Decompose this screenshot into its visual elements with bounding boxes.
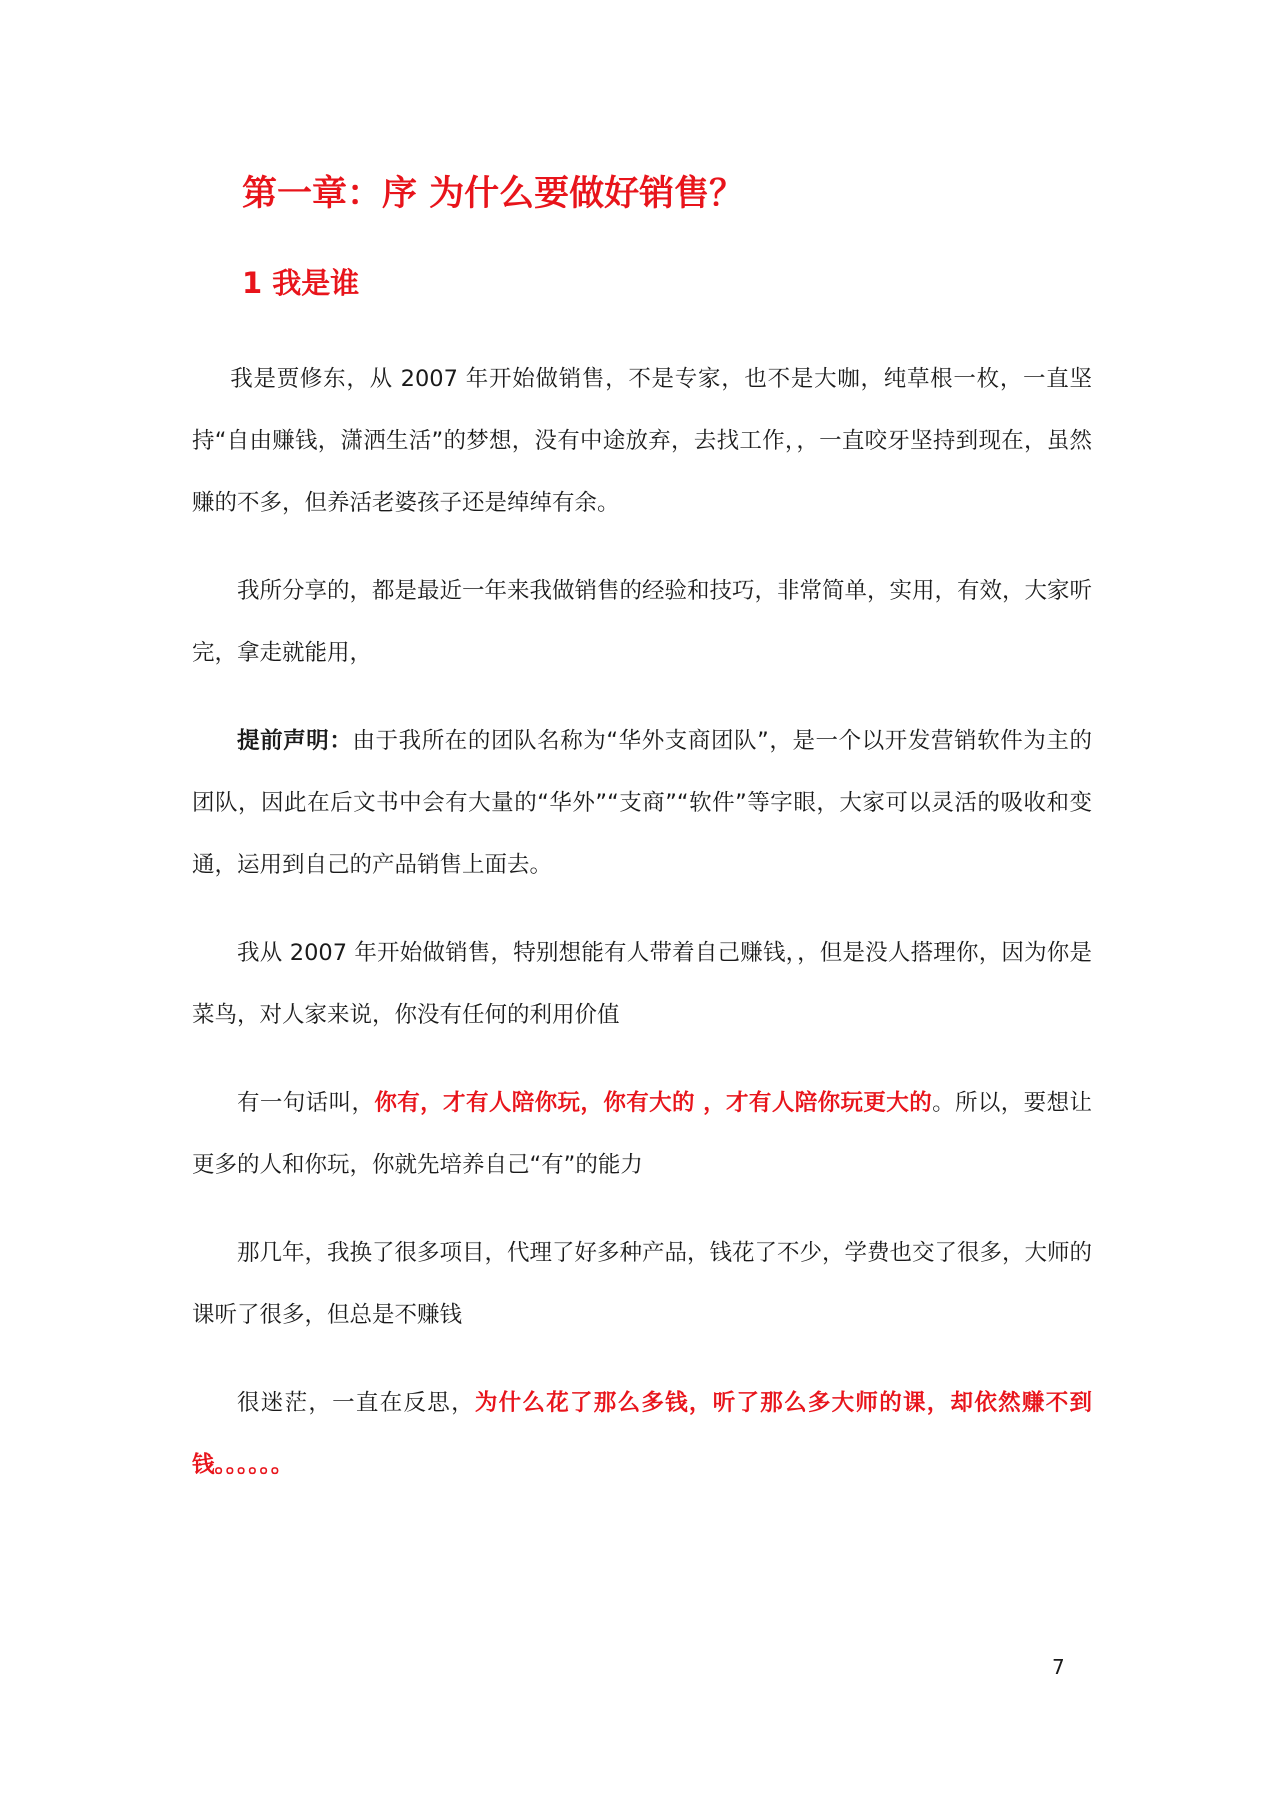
saying-highlight: 你有，才有人陪你玩，你有大的 ，才有人陪你玩更大的	[374, 1090, 933, 1116]
paragraph-intro: 我是贾修东，从 2007 年开始做销售，不是专家，也不是大咖，纯草根一枚，一直坚持“自由赚钱，潇洒生活”的梦想，没有中途放弃，去找工作，，一直咬牙坚持到现在，虽然赚的不多，但养活老婆孩子还是绰绰有余。	[192, 366, 1092, 516]
paragraph-declaration	[192, 710, 1092, 896]
declaration-label: 提前声明：	[237, 728, 353, 754]
paragraph-confused	[192, 1372, 1092, 1496]
paragraph-projects: 那几年，我换了很多项目，代理了好多种产品，钱花了不少，学费也交了很多，大师的课听了很多，但总是不赚钱	[192, 1240, 1093, 1328]
chapter-title: 第一章：序 为什么要做好销售？	[242, 174, 745, 214]
body-text	[192, 348, 1092, 1522]
saying-suffix: 。所以，要想让更多的人和你玩，你就先培养自己“有”的能力	[192, 1090, 1092, 1178]
confused-highlight: 为什么花了那么多钱，听了那么多大师的课，却依然赚不到钱。。。。。。	[192, 1390, 1092, 1478]
paragraph-sharing: 我所分享的，都是最近一年来我做销售的经验和技巧，非常简单，实用，有效，大家听完，拿走就能用，	[192, 578, 1093, 666]
saying-prefix: 有一句话叫，	[237, 1090, 375, 1116]
paragraph-2007: 我从 2007 年开始做销售，特别想能有人带着自己赚钱，，但是没人搭理你，因为你是菜鸟，对人家来说，你没有任何的利用价值	[192, 940, 1092, 1028]
confused-prefix: 很迷茫，一直在反思，	[237, 1390, 475, 1416]
page-number: 7	[1052, 1655, 1065, 1679]
declaration-text: 由于我所在的团队名称为“华外支商团队”，是一个以开发营销软件为主的团队，因此在后文书中会有大量的“华外”“支商”“软件”等字眼，大家可以灵活的吸收和变通，运用到自己的产品销售上面去。	[192, 728, 1092, 878]
paragraph-saying	[192, 1072, 1092, 1196]
section-title: 1 我是谁	[242, 266, 360, 300]
